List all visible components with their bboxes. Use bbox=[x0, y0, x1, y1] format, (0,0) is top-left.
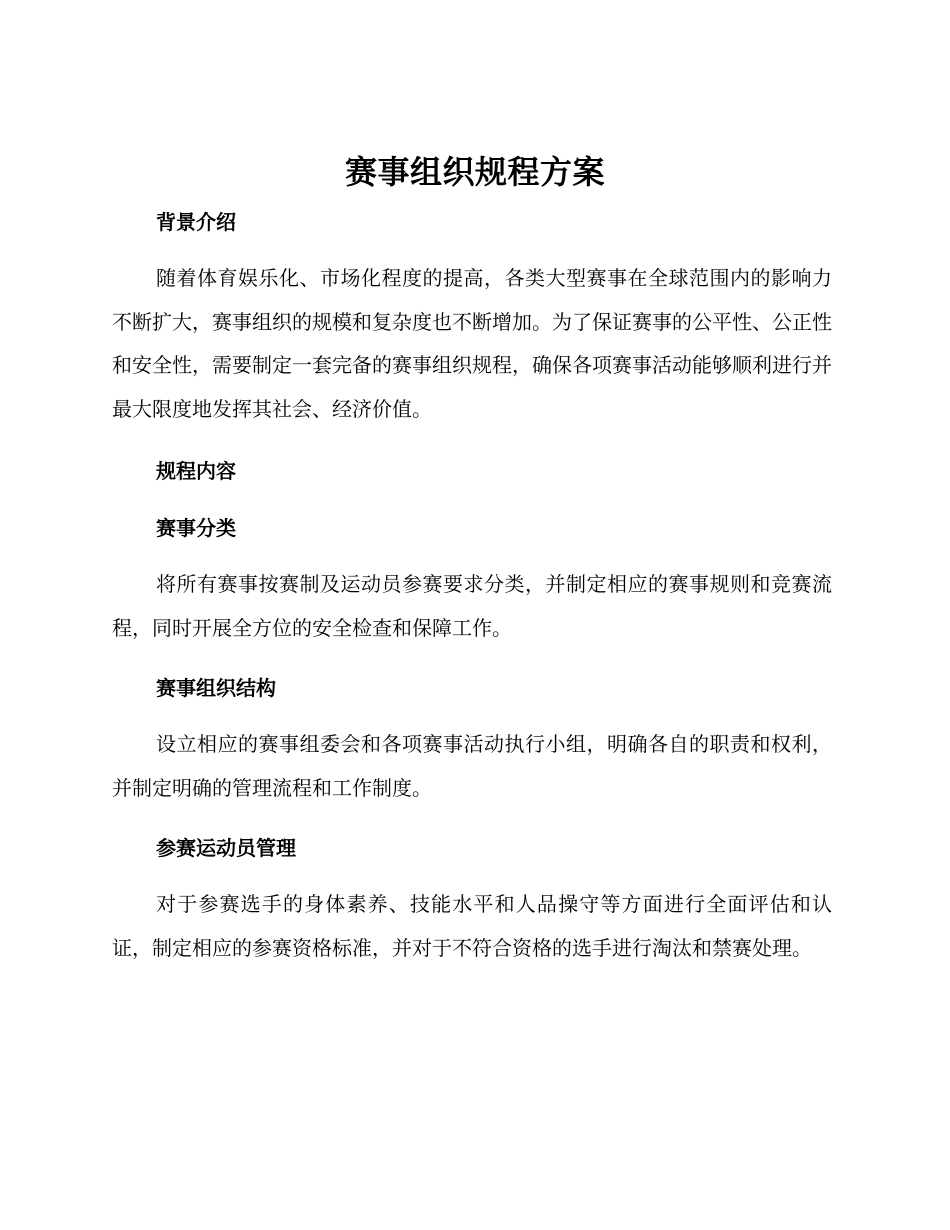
section-heading-content: 规程内容 bbox=[156, 459, 236, 483]
section-heading-structure: 赛事组织结构 bbox=[156, 676, 276, 700]
section-heading-classification: 赛事分类 bbox=[156, 516, 236, 540]
section-paragraph-athletes: 对于参赛选手的身体素养、技能水平和人品操守等方面进行全面评估和认证，制定相应的参赛资格标准，并对于不符合资格的选手进行淘汰和禁赛处理。 bbox=[112, 892, 832, 960]
section-heading-background: 背景介绍 bbox=[156, 210, 236, 234]
section-paragraph-background: 随着体育娱乐化、市场化程度的提高，各类大型赛事在全球范围内的影响力不断扩大，赛事组织的规模和复杂度也不断增加。为了保证赛事的公平性、公正性和安全性，需要制定一套完备的赛事组织规程，确保各项赛事活动能够顺利进行并最大限度地发挥其社会、经济价值。 bbox=[112, 266, 832, 421]
section-paragraph-classification: 将所有赛事按赛制及运动员参赛要求分类，并制定相应的赛事规则和竞赛流程，同时开展全方位的安全检查和保障工作。 bbox=[112, 572, 832, 640]
section-heading-athletes: 参赛运动员管理 bbox=[156, 836, 296, 860]
section-paragraph-structure: 设立相应的赛事组委会和各项赛事活动执行小组，明确各自的职责和权利，并制定明确的管理流程和工作制度。 bbox=[112, 732, 832, 800]
document-title: 赛事组织规程方案 bbox=[344, 153, 605, 191]
